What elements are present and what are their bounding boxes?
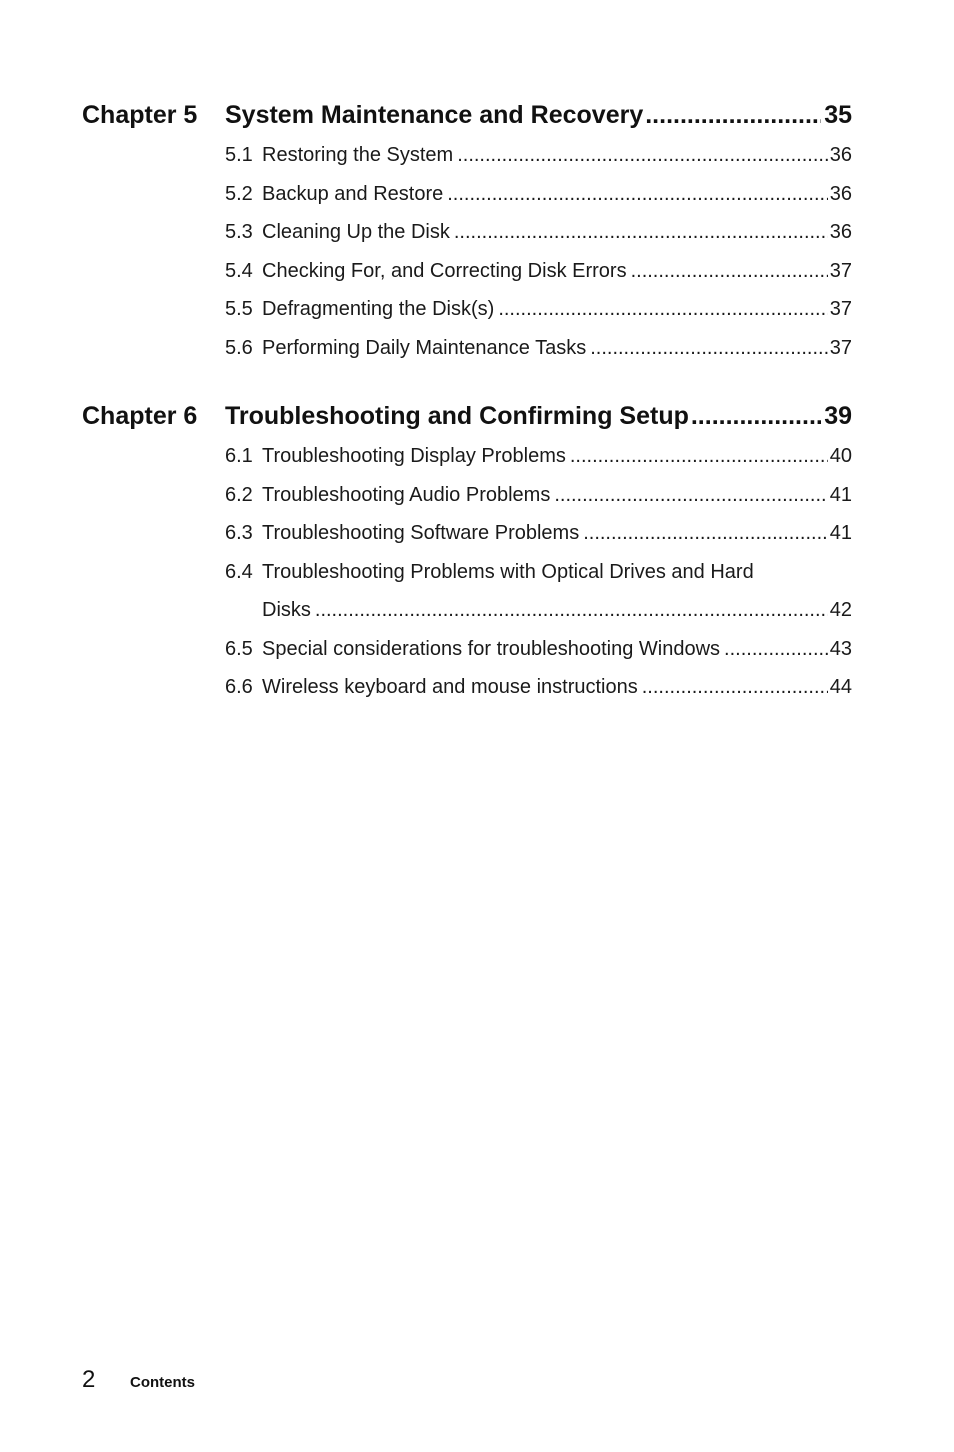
toc-entry[interactable] (225, 514, 852, 553)
section-page-number: 36 (829, 221, 852, 243)
toc-entry[interactable] (225, 437, 852, 476)
section-number: 6.3 (225, 522, 253, 544)
dot-leader (570, 437, 828, 476)
section-page-number: 44 (829, 676, 852, 698)
chapter-6-block (82, 399, 852, 707)
toc-entry[interactable] (225, 476, 852, 515)
section-number: 6.1 (225, 445, 253, 467)
section-title-line1-row (225, 553, 852, 592)
chapter-title: Troubleshooting and Confirming Setup (225, 402, 689, 430)
section-number: 6.4 (225, 560, 253, 583)
section-number: 5.4 (225, 259, 253, 282)
page-number: 2 (82, 1366, 96, 1393)
chapter-title: System Maintenance and Recovery (225, 101, 644, 129)
chapter-heading[interactable] (82, 98, 852, 132)
chapter-5-block (82, 98, 852, 367)
section-page-number: 40 (829, 445, 852, 467)
toc-entry[interactable] (225, 175, 852, 214)
section-number: 5.1 (225, 144, 253, 166)
section-number: 6.6 (225, 676, 253, 698)
section-title: Special considerations for troubleshooting Windows (262, 637, 721, 660)
section-number: 5.2 (225, 182, 253, 205)
toc-entry[interactable] (225, 553, 852, 630)
section-number: 5.3 (225, 221, 253, 243)
section-page-number: 37 (829, 259, 852, 282)
section-number: 5.5 (225, 298, 253, 320)
section-number: 5.6 (225, 336, 253, 359)
chapter-page-number: 39 (824, 402, 852, 430)
section-page-number: 36 (829, 144, 852, 166)
page-footer (82, 1366, 195, 1394)
section-page-number: 36 (829, 182, 852, 205)
dot-leader (691, 399, 821, 433)
toc-entry[interactable] (225, 668, 852, 707)
dot-leader (645, 98, 821, 132)
section-title: Backup and Restore (262, 182, 444, 205)
dot-leader (447, 175, 828, 214)
section-title: Troubleshooting Problems with Optical Drives and Hard (262, 560, 754, 583)
section-title-line2-row (225, 591, 852, 630)
section-title: Defragmenting the Disk(s) (262, 298, 495, 320)
section-list (225, 136, 852, 367)
section-page-number: 41 (829, 483, 852, 506)
section-number: 6.5 (225, 637, 253, 660)
toc-entry[interactable] (225, 329, 852, 368)
dot-leader (498, 290, 827, 329)
dot-leader (583, 514, 828, 553)
chapter-label: Chapter 6 (82, 402, 198, 430)
dot-leader (642, 668, 828, 707)
section-page-number: 37 (829, 336, 852, 359)
footer-section-label: Contents (130, 1374, 195, 1391)
section-title: Checking For, and Correcting Disk Errors (262, 259, 627, 282)
section-title: Troubleshooting Display Problems (262, 445, 566, 467)
dot-leader (554, 476, 827, 515)
chapter-label: Chapter 5 (82, 101, 198, 129)
section-title: Cleaning Up the Disk (262, 221, 450, 243)
toc-entry[interactable] (225, 252, 852, 291)
toc-entry[interactable] (225, 290, 852, 329)
dot-leader (724, 630, 828, 669)
section-list (225, 437, 852, 707)
section-title: Performing Daily Maintenance Tasks (262, 336, 587, 359)
section-number: 6.2 (225, 483, 253, 506)
section-page-number: 37 (829, 298, 852, 320)
dot-leader (457, 136, 828, 175)
section-page-number: 42 (829, 599, 852, 621)
dot-leader (315, 591, 828, 630)
dot-leader (631, 252, 828, 291)
toc-entry[interactable] (225, 136, 852, 175)
section-title: Restoring the System (262, 144, 454, 166)
section-title: Troubleshooting Audio Problems (262, 483, 551, 506)
section-title: Wireless keyboard and mouse instructions (262, 676, 638, 698)
section-page-number: 43 (829, 637, 852, 660)
dot-leader (454, 213, 828, 252)
chapter-heading[interactable] (82, 399, 852, 433)
toc-entry[interactable] (225, 630, 852, 669)
toc-entry[interactable] (225, 213, 852, 252)
section-page-number: 41 (829, 522, 852, 544)
section-title-continued: Disks (262, 599, 311, 621)
section-title: Troubleshooting Software Problems (262, 522, 580, 544)
dot-leader (590, 329, 828, 368)
chapter-page-number: 35 (824, 101, 852, 129)
